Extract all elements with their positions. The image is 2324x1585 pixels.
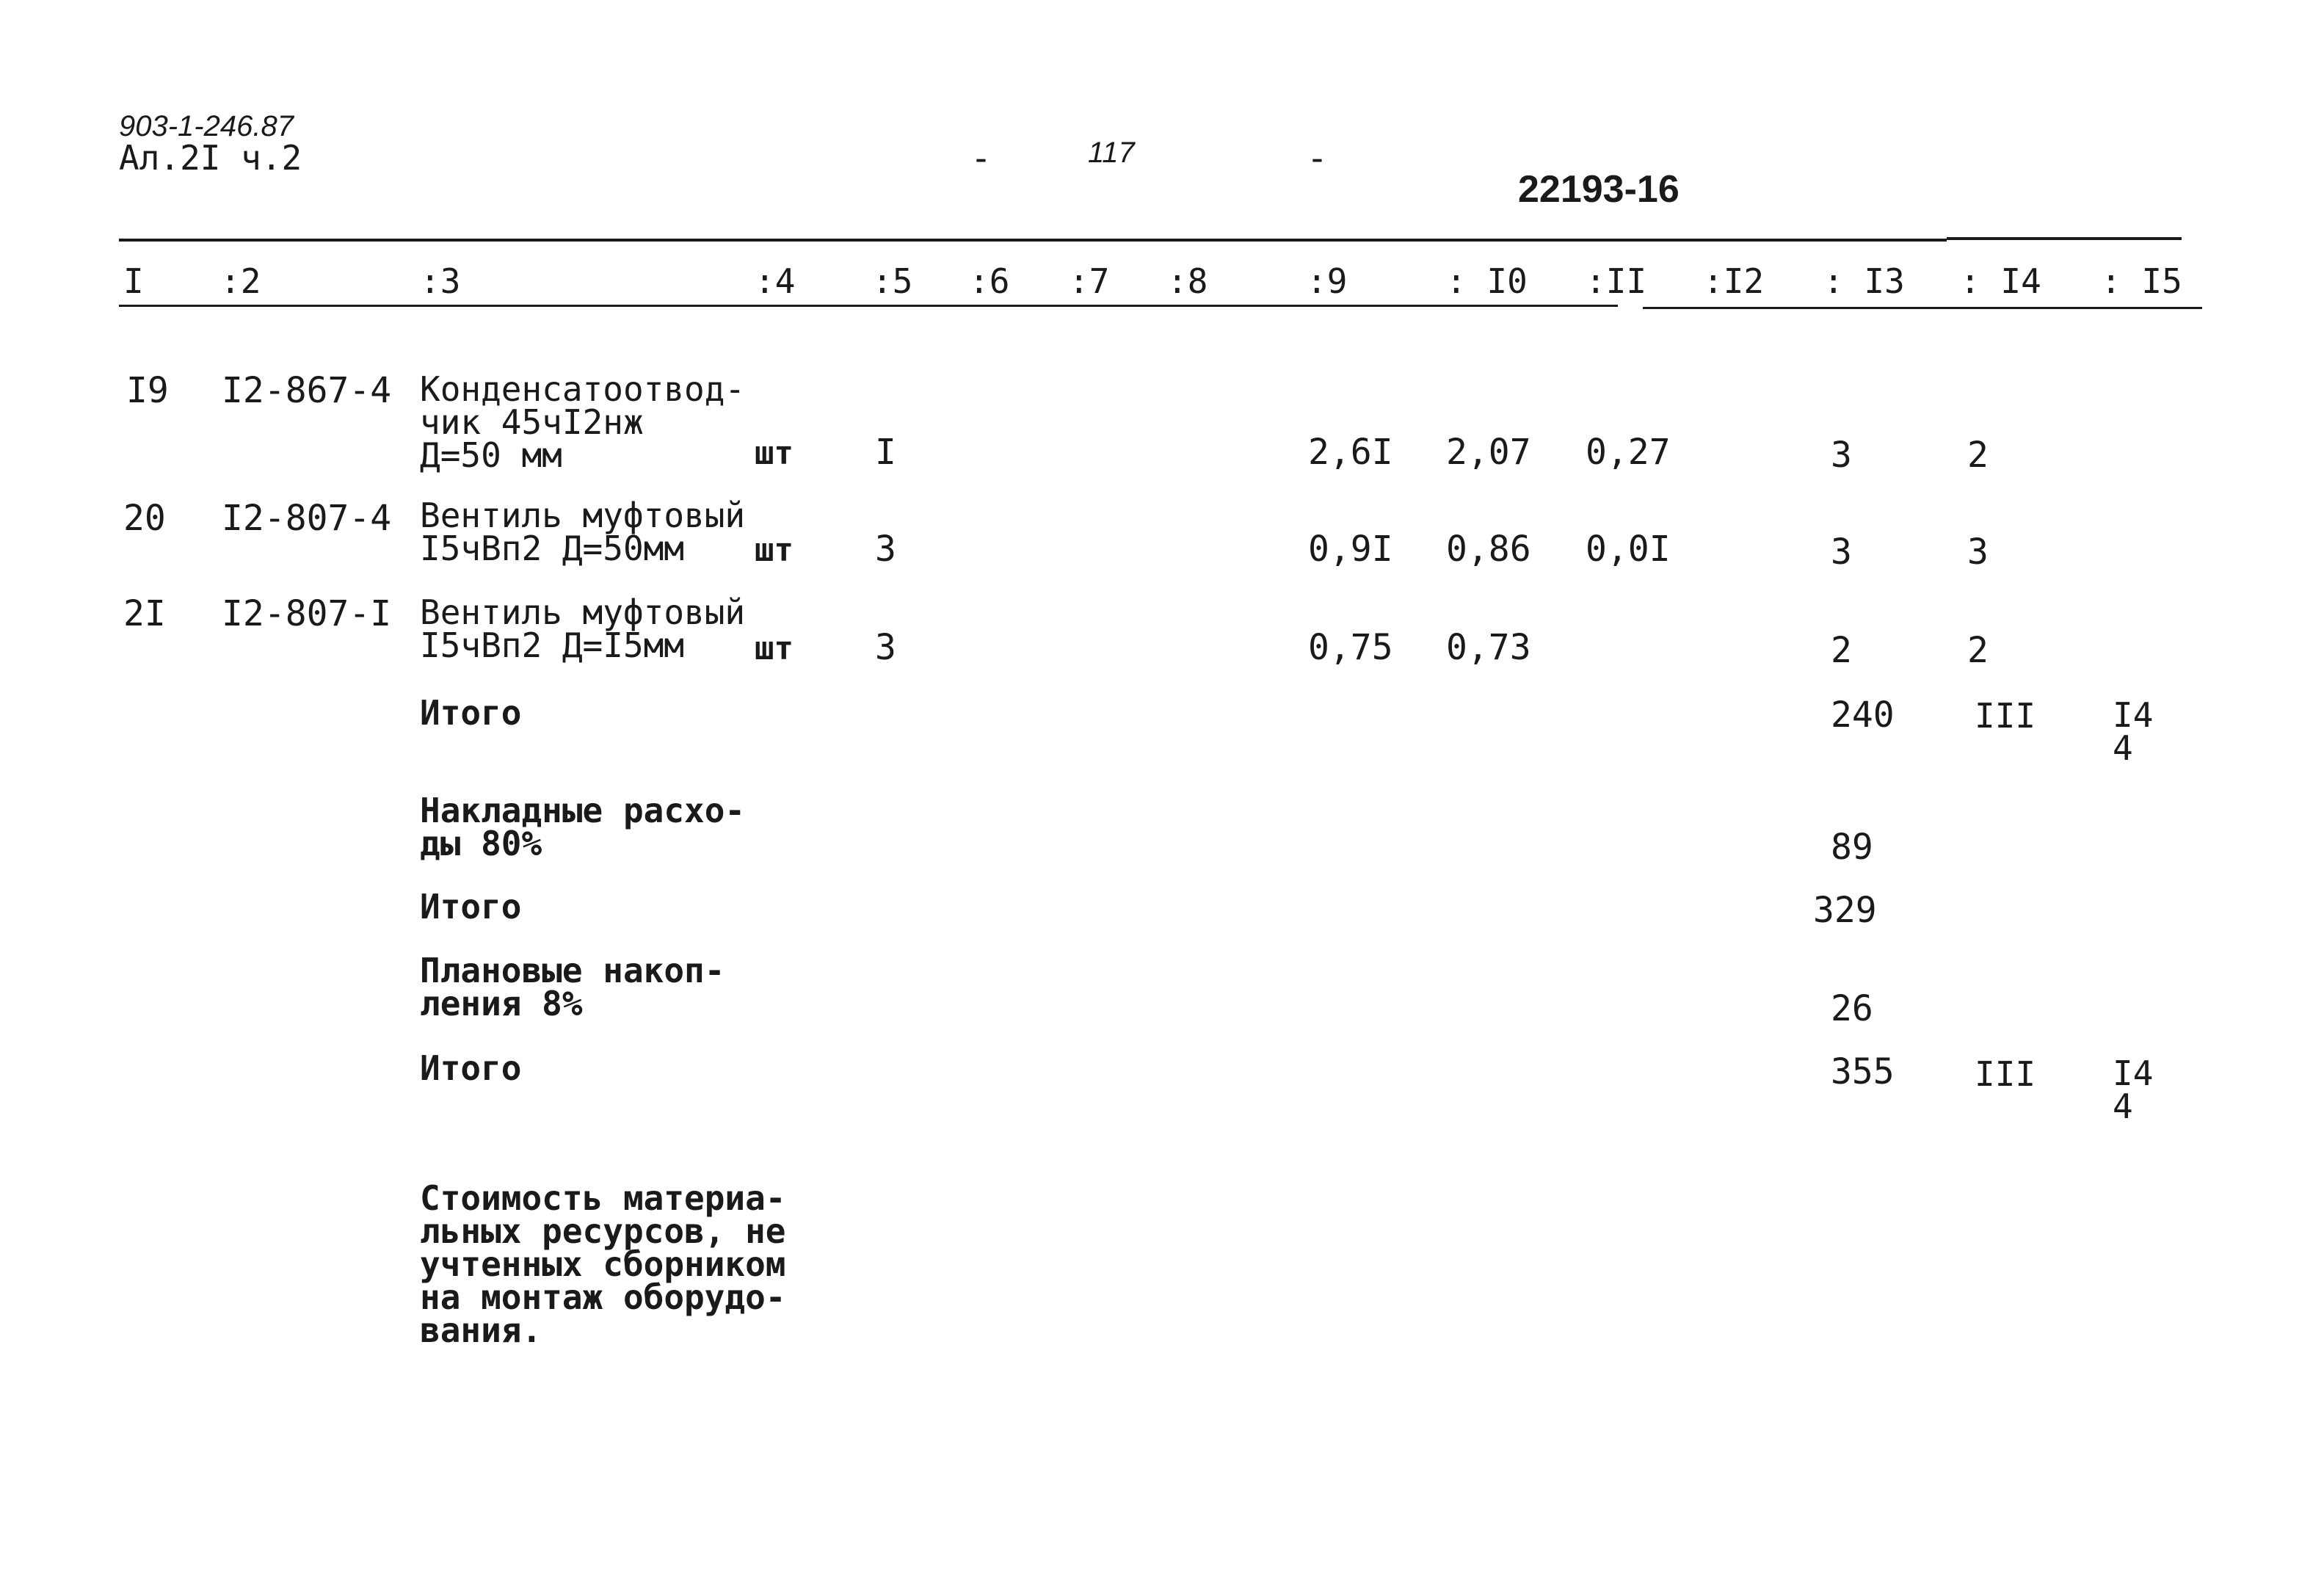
total-label: Итого — [420, 693, 522, 733]
column-header-14: : I4 — [1960, 261, 2041, 301]
row-col9: 2,6I — [1308, 432, 1393, 473]
column-header-7: :7 — [1069, 261, 1110, 301]
column-header-6: :6 — [969, 261, 1010, 301]
row-col14: 3 — [1967, 532, 1989, 573]
total-col15: I4 4 — [2113, 695, 2154, 769]
row-col14: 2 — [1967, 630, 1989, 671]
row-number: 20 — [123, 498, 166, 539]
row-col9: 0,75 — [1308, 627, 1393, 668]
planned-savings-col13: 26 — [1831, 988, 1873, 1029]
row-col11: 0,27 — [1586, 432, 1671, 473]
total-col14: III — [1975, 1054, 2036, 1094]
column-header-13: : I3 — [1823, 261, 1905, 301]
row-name: Вентиль муфтовый I5чВп2 Д=I5мм — [420, 592, 746, 666]
column-header-9: :9 — [1307, 261, 1348, 301]
row-col10: 0,73 — [1446, 627, 1531, 668]
overhead-label: Накладные расхо- ды 80% — [420, 791, 746, 864]
header-top-rule-right — [1947, 237, 2182, 240]
column-header-4: :4 — [755, 261, 796, 301]
row-col9: 0,9I — [1308, 529, 1393, 570]
stamp-number: 22193-16 — [1518, 168, 1680, 211]
row-name: Вентиль муфтовый I5чВп2 Д=50мм — [420, 496, 746, 569]
row-quantity: I — [875, 432, 896, 473]
row-col13: 3 — [1831, 435, 1852, 476]
row-quantity: 3 — [875, 627, 896, 668]
row-code: I2-867-4 — [222, 370, 392, 411]
album-label: Ал.2I ч.2 — [119, 138, 302, 178]
row-quantity: 3 — [875, 529, 896, 570]
row-code: I2-807-I — [222, 593, 392, 634]
total-col13: 329 — [1813, 890, 1877, 931]
column-header-5: :5 — [872, 261, 913, 301]
row-number: I9 — [126, 370, 169, 411]
column-header-1: I — [123, 261, 144, 301]
row-col13: 2 — [1831, 630, 1852, 671]
row-number: 2I — [123, 593, 166, 634]
header-dash-left: - — [970, 138, 992, 179]
document-reference: 903-1-246.87 — [119, 110, 294, 142]
row-col11: 0,0I — [1586, 529, 1671, 570]
planned-savings-label: Плановые накоп- ления 8% — [420, 951, 725, 1024]
row-col10: 2,07 — [1446, 432, 1531, 473]
row-unit: шт — [755, 532, 794, 569]
header-bottom-rule-right — [1643, 307, 2202, 309]
total-label: Итого — [420, 1048, 522, 1088]
total-col13: 240 — [1831, 694, 1895, 736]
total-col14: III — [1975, 696, 2036, 736]
total-col15: I4 4 — [2113, 1053, 2154, 1127]
column-header-10: : I0 — [1446, 261, 1528, 301]
row-unit: шт — [755, 435, 794, 472]
page-number: 117 — [1088, 137, 1135, 169]
column-header-3: :3 — [420, 261, 461, 301]
header-dash-right: - — [1307, 138, 1328, 179]
header-top-rule — [119, 239, 1947, 242]
column-header-11: :II — [1586, 261, 1647, 301]
column-header-8: :8 — [1167, 261, 1208, 301]
row-code: I2-807-4 — [222, 498, 392, 539]
row-name: Конденсатоотвод- чик 45чI2нж Д=50 мм — [420, 369, 746, 476]
column-header-15: : I5 — [2101, 261, 2182, 301]
row-col13: 3 — [1831, 532, 1852, 573]
row-unit: шт — [755, 630, 794, 667]
header-bottom-rule — [119, 305, 1618, 307]
row-col14: 2 — [1967, 435, 1989, 476]
column-header-2: :2 — [220, 261, 261, 301]
column-header-12: :I2 — [1703, 261, 1765, 301]
overhead-col13: 89 — [1831, 827, 1873, 868]
total-label: Итого — [420, 887, 522, 926]
materials-note: Стоимость материа- льных ресурсов, не учтенных сборником на монтаж оборудо- вания. — [420, 1178, 786, 1351]
total-col13: 355 — [1831, 1051, 1895, 1092]
row-col10: 0,86 — [1446, 529, 1531, 570]
